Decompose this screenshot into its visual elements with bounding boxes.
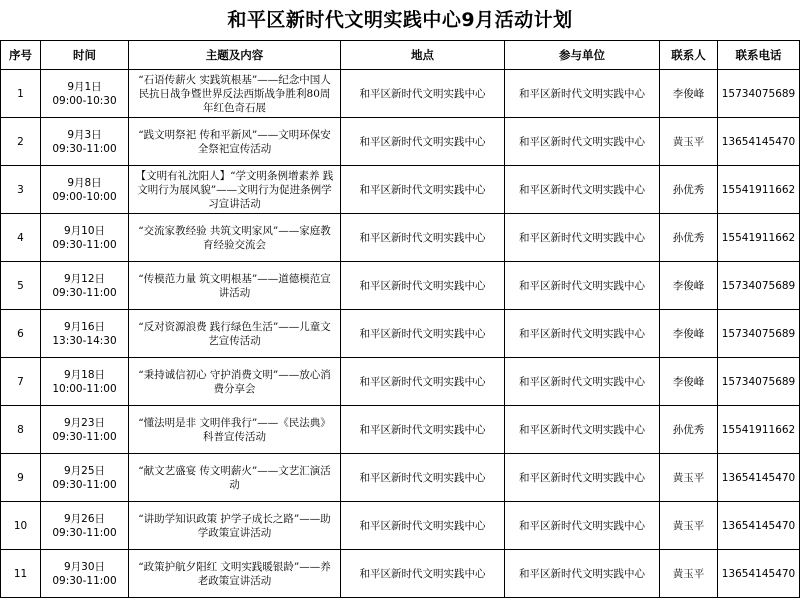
header-unit: 参与单位: [505, 41, 660, 70]
cell-contact: 黄玉平: [660, 454, 718, 502]
cell-phone: 15541911662: [718, 214, 800, 262]
cell-index: 2: [1, 118, 41, 166]
cell-time: [41, 502, 129, 550]
cell-theme: “传模范力量 筑文明根基”——道德模范宣讲活动: [129, 262, 341, 310]
cell-contact: 孙优秀: [660, 166, 718, 214]
time-date: 9月12日: [63, 272, 106, 285]
time-date: 9月16日: [63, 320, 106, 333]
cell-contact: 李俊峰: [660, 358, 718, 406]
cell-unit: 和平区新时代文明实践中心: [505, 550, 660, 598]
cell-time: [41, 358, 129, 406]
time-date: 9月10日: [63, 224, 106, 237]
cell-contact: 黄玉平: [660, 118, 718, 166]
cell-index: 10: [1, 502, 41, 550]
time-date: 9月3日: [67, 128, 102, 141]
cell-index: 7: [1, 358, 41, 406]
cell-location: 和平区新时代文明实践中心: [341, 502, 505, 550]
time-date: 9月25日: [63, 464, 106, 477]
cell-theme: “讲助学知识政策 护学子成长之路”——助学政策宣讲活动: [129, 502, 341, 550]
cell-index: 11: [1, 550, 41, 598]
cell-unit: 和平区新时代文明实践中心: [505, 70, 660, 118]
cell-unit: 和平区新时代文明实践中心: [505, 262, 660, 310]
cell-phone: 15734075689: [718, 358, 800, 406]
document-title: 和平区新时代文明实践中心9月活动计划: [227, 9, 573, 31]
table-row: [1, 166, 800, 214]
cell-phone: 15734075689: [718, 262, 800, 310]
header-theme: 主题及内容: [129, 41, 341, 70]
table-body: [1, 70, 800, 598]
cell-theme: “石语传薪火 实践筑根基”——纪念中国人民抗日战争暨世界反法西斯战争胜利80周年红色奇石展: [129, 70, 341, 118]
table-row: [1, 358, 800, 406]
time-time: 13:30-14:30: [52, 334, 117, 347]
cell-time: [41, 310, 129, 358]
cell-time: [41, 262, 129, 310]
cell-location: 和平区新时代文明实践中心: [341, 358, 505, 406]
cell-index: 3: [1, 166, 41, 214]
cell-unit: 和平区新时代文明实践中心: [505, 214, 660, 262]
header-location: 地点: [341, 41, 505, 70]
table-row: [1, 214, 800, 262]
cell-location: 和平区新时代文明实践中心: [341, 70, 505, 118]
cell-index: 1: [1, 70, 41, 118]
time-date: 9月30日: [63, 560, 106, 573]
cell-phone: 15734075689: [718, 70, 800, 118]
cell-contact: 孙优秀: [660, 214, 718, 262]
cell-location: 和平区新时代文明实践中心: [341, 310, 505, 358]
cell-theme: 【文明有礼沈阳人】“学文明条例增素养 践文明行为展风貌”——文明行为促进条例学习宣讲活动: [129, 166, 341, 214]
cell-unit: 和平区新时代文明实践中心: [505, 502, 660, 550]
time-date: 9月26日: [63, 512, 106, 525]
header-contact: 联系人: [660, 41, 718, 70]
cell-time: [41, 406, 129, 454]
header-phone: 联系电话: [718, 41, 800, 70]
cell-index: 9: [1, 454, 41, 502]
cell-time: [41, 166, 129, 214]
cell-time: [41, 550, 129, 598]
cell-location: 和平区新时代文明实践中心: [341, 118, 505, 166]
time-time: 09:30-11:00: [52, 142, 117, 155]
time-date: 9月8日: [67, 176, 102, 189]
cell-time: [41, 118, 129, 166]
cell-phone: 15734075689: [718, 310, 800, 358]
cell-contact: 黄玉平: [660, 550, 718, 598]
cell-phone: 13654145470: [718, 550, 800, 598]
time-time: 09:30-11:00: [52, 526, 117, 539]
time-time: 09:00-10:30: [52, 94, 117, 107]
header-time: 时间: [41, 41, 129, 70]
table-row: [1, 406, 800, 454]
cell-location: 和平区新时代文明实践中心: [341, 262, 505, 310]
cell-index: 8: [1, 406, 41, 454]
cell-theme: “懂法明是非 文明伴我行”——《民法典》科普宣传活动: [129, 406, 341, 454]
cell-theme: “秉持诚信初心 守护消费文明”——放心消费分享会: [129, 358, 341, 406]
table-row: [1, 502, 800, 550]
table-row: [1, 70, 800, 118]
cell-unit: 和平区新时代文明实践中心: [505, 454, 660, 502]
cell-location: 和平区新时代文明实践中心: [341, 406, 505, 454]
cell-theme: “交流家教经验 共筑文明家风”——家庭教育经验交流会: [129, 214, 341, 262]
cell-contact: 孙优秀: [660, 406, 718, 454]
cell-location: 和平区新时代文明实践中心: [341, 166, 505, 214]
cell-unit: 和平区新时代文明实践中心: [505, 118, 660, 166]
cell-location: 和平区新时代文明实践中心: [341, 214, 505, 262]
cell-unit: 和平区新时代文明实践中心: [505, 406, 660, 454]
cell-phone: 13654145470: [718, 118, 800, 166]
activity-plan-table: [0, 40, 800, 598]
cell-contact: 李俊峰: [660, 310, 718, 358]
table-row: [1, 118, 800, 166]
time-time: 09:30-11:00: [52, 478, 117, 491]
cell-index: 5: [1, 262, 41, 310]
cell-location: 和平区新时代文明实践中心: [341, 454, 505, 502]
time-date: 9月18日: [63, 368, 106, 381]
table-row: [1, 454, 800, 502]
time-time: 09:30-11:00: [52, 286, 117, 299]
cell-unit: 和平区新时代文明实践中心: [505, 358, 660, 406]
table-row: [1, 262, 800, 310]
cell-contact: 李俊峰: [660, 70, 718, 118]
time-time: 09:00-10:00: [52, 190, 117, 203]
cell-time: [41, 454, 129, 502]
cell-time: [41, 70, 129, 118]
time-date: 9月23日: [63, 416, 106, 429]
cell-theme: “践文明祭祀 传和平新风”——文明环保安全祭祀宣传活动: [129, 118, 341, 166]
cell-theme: “政策护航夕阳红 文明实践暖银龄”——养老政策宣讲活动: [129, 550, 341, 598]
time-date: 9月1日: [67, 80, 102, 93]
cell-theme: “反对资源浪费 践行绿色生活”——儿童文艺宣传活动: [129, 310, 341, 358]
cell-index: 4: [1, 214, 41, 262]
time-time: 09:30-11:00: [52, 430, 117, 443]
cell-location: 和平区新时代文明实践中心: [341, 550, 505, 598]
cell-phone: 13654145470: [718, 502, 800, 550]
cell-unit: 和平区新时代文明实践中心: [505, 166, 660, 214]
time-time: 09:30-11:00: [52, 574, 117, 587]
cell-contact: 黄玉平: [660, 502, 718, 550]
cell-unit: 和平区新时代文明实践中心: [505, 310, 660, 358]
time-time: 10:00-11:00: [52, 382, 117, 395]
cell-index: 6: [1, 310, 41, 358]
header-index: 序号: [1, 41, 41, 70]
cell-theme: “献文艺盛宴 传文明薪火”——文艺汇演活动: [129, 454, 341, 502]
time-time: 09:30-11:00: [52, 238, 117, 251]
table-header-row: [1, 41, 800, 70]
cell-contact: 李俊峰: [660, 262, 718, 310]
cell-phone: 13654145470: [718, 454, 800, 502]
cell-phone: 15541911662: [718, 406, 800, 454]
cell-time: [41, 214, 129, 262]
table-row: [1, 550, 800, 598]
table-row: [1, 310, 800, 358]
cell-phone: 15541911662: [718, 166, 800, 214]
